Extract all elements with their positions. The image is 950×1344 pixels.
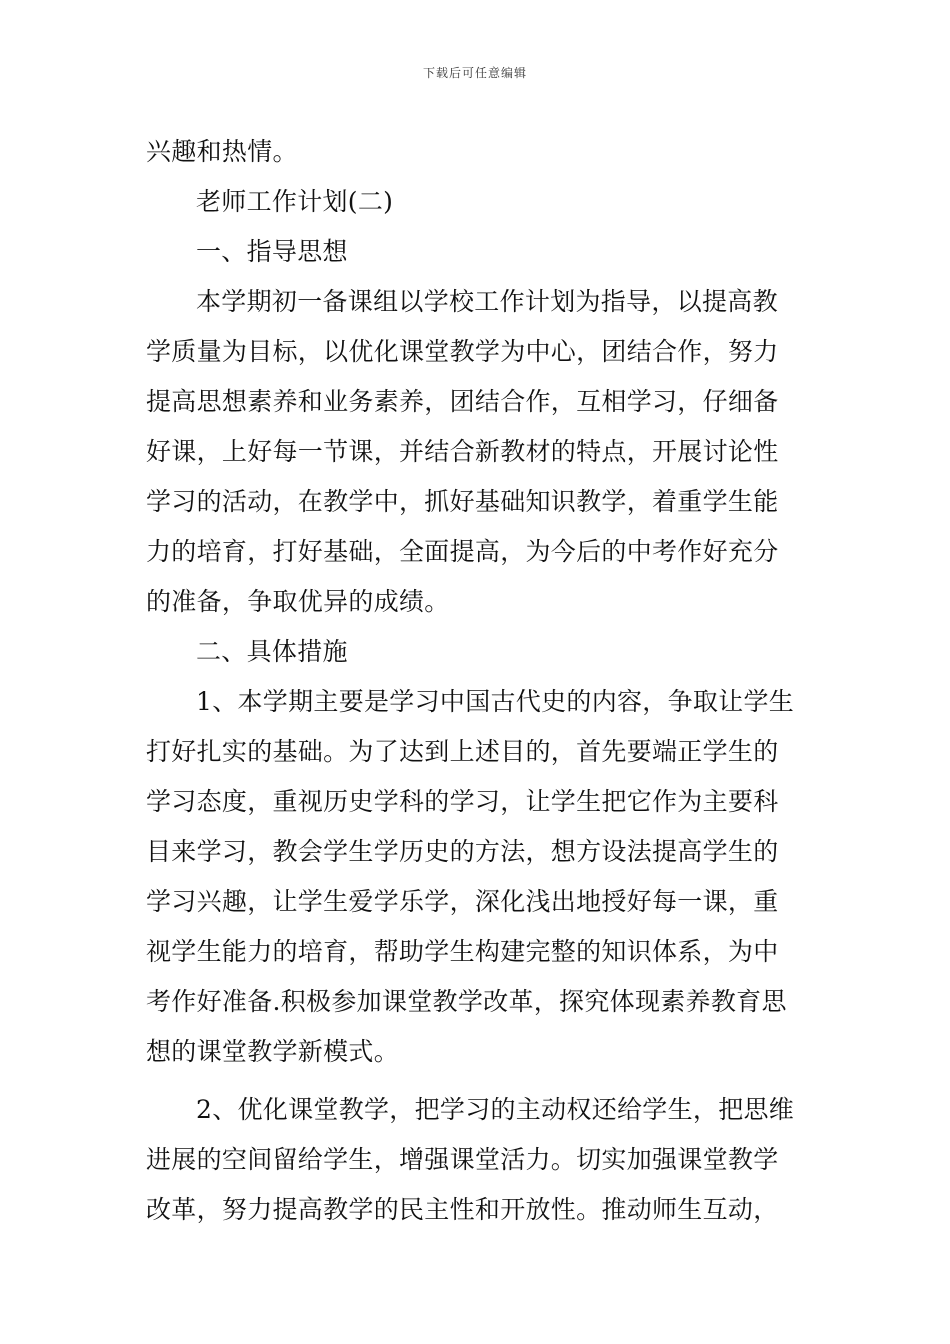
- text-line: 2、优化课堂教学，把学习的主动权还给学生，把思维: [196, 1095, 795, 1124]
- paragraph-gap: [146, 1080, 806, 1088]
- text-line: 1、本学期主要是学习中国古代史的内容，争取让学生: [196, 687, 795, 716]
- text-line: 进展的空间留给学生，增强课堂活力。切实加强课堂教学: [146, 1145, 779, 1174]
- text-line: 学习兴趣，让学生爱学乐学，深化浅出地授好每一课，重: [146, 887, 779, 916]
- document-body: [146, 130, 806, 1238]
- text-line: 改革，努力提高教学的民主性和开放性。推动师生互动，: [146, 1195, 779, 1224]
- text-line: 本学期初一备课组以学校工作计划为指导，以提高教: [196, 287, 778, 316]
- text-line: 打好扎实的基础。为了达到上述目的，首先要端正学生的: [146, 737, 779, 766]
- text-line: 学习态度，重视历史学科的学习，让学生把它作为主要科: [146, 787, 779, 816]
- text-line: 学习的活动，在教学中，抓好基础知识教学，着重学生能: [146, 487, 779, 516]
- text-line: 好课，上好每一节课，并结合新教材的特点，开展讨论性: [146, 437, 779, 466]
- text-line: 的准备，争取优异的成绩。: [146, 587, 450, 616]
- text-line: 学质量为目标，以优化课堂教学为中心，团结合作，努力: [146, 337, 779, 366]
- page-header: 下载后可任意编辑: [422, 66, 527, 80]
- text-line: 兴趣和热情。: [146, 137, 298, 166]
- section-heading: 二、具体措施: [196, 637, 348, 666]
- text-line: 提高思想素养和业务素养，团结合作，互相学习，仔细备: [146, 387, 779, 416]
- section-heading: 一、指导思想: [196, 237, 348, 266]
- text-line: 视学生能力的培育，帮助学生构建完整的知识体系，为中: [146, 937, 779, 966]
- text-line: 目来学习，教会学生学历史的方法，想方设法提高学生的: [146, 837, 779, 866]
- section-title: 老师工作计划(二): [196, 187, 394, 216]
- text-line: 想的课堂教学新模式。: [146, 1037, 400, 1066]
- text-line: 力的培育，打好基础，全面提高，为今后的中考作好充分: [146, 537, 779, 566]
- text-line: 考作好准备.积极参加课堂教学改革，探究体现素养教育思: [146, 987, 787, 1016]
